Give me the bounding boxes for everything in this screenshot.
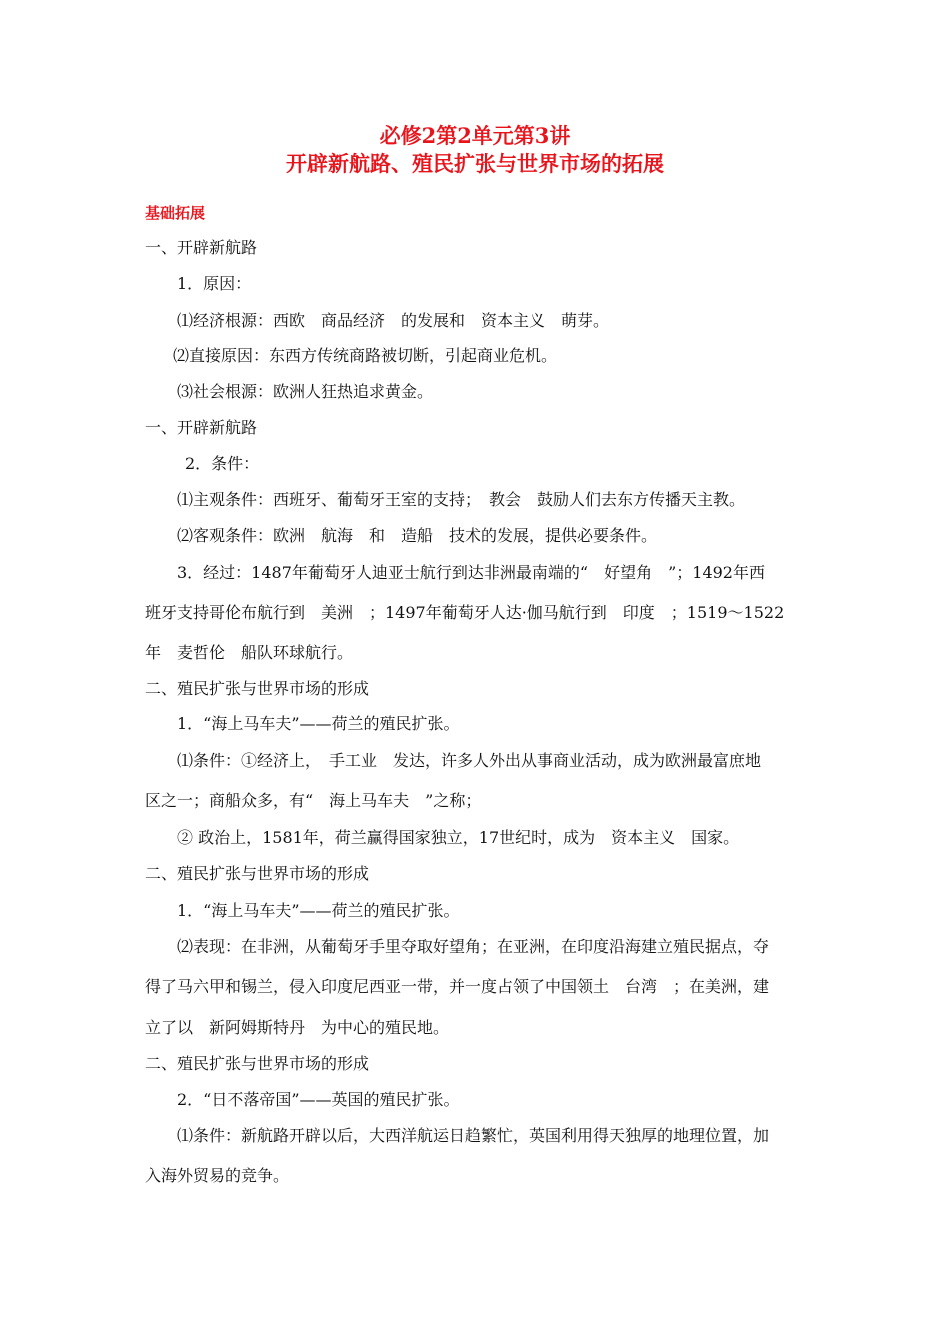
text-line: ⑴经济根源：西欧 商品经济 的发展和 资本主义 萌芽。 xyxy=(177,311,610,330)
text-line: ⑴条件：①经济上， 手工业 发达，许多人外出从事商业活动，成为欧洲最富庶地 xyxy=(177,751,762,770)
text-line: 立了以 新阿姆斯特丹 为中心的殖民地。 xyxy=(145,1018,450,1037)
text-line: ⑵直接原因：东西方传统商路被切断，引起商业危机。 xyxy=(173,346,558,365)
text-line: ② 政治上，1581年，荷兰赢得国家独立，17世纪时，成为 资本主义 国家。 xyxy=(177,828,740,847)
heading-line: 一、开辟新航路 xyxy=(145,418,258,437)
text-line: 3．经过：1487年葡萄牙人迪亚士航行到达非洲最南端的“ 好望角 ”；1492年西 xyxy=(177,563,765,582)
document-title-line-1: 必修2第2单元第3讲 xyxy=(379,123,571,148)
text-line: ⑵表现：在非洲，从葡萄牙手里夺取好望角；在亚洲，在印度沿海建立殖民据点，夺 xyxy=(177,937,770,956)
text-line: 1．“海上马车夫”——荷兰的殖民扩张。 xyxy=(177,714,460,733)
heading-line: 二、殖民扩张与世界市场的形成 xyxy=(145,679,370,698)
text-line: 1．原因： xyxy=(177,274,252,293)
text-line: 年 麦哲伦 船队环球航行。 xyxy=(145,643,354,662)
document-title-line-2: 开辟新航路、殖民扩张与世界市场的拓展 xyxy=(286,151,664,176)
heading-line: 一、开辟新航路 xyxy=(145,238,258,257)
heading-line: 二、殖民扩张与世界市场的形成 xyxy=(145,1054,370,1073)
text-line: ⑴主观条件：西班牙、葡萄牙王室的支持； 教会 鼓励人们去东方传播天主教。 xyxy=(177,490,746,509)
text-line: 入海外贸易的竞争。 xyxy=(145,1166,290,1185)
text-line: ⑵客观条件：欧洲 航海 和 造船 技术的发展，提供必要条件。 xyxy=(177,526,658,545)
text-line: 得了马六甲和锡兰，侵入印度尼西亚一带，并一度占领了中国领土 台湾 ；在美洲，建 xyxy=(145,977,770,996)
text-line: ⑶社会根源：欧洲人狂热追求黄金。 xyxy=(177,382,434,401)
text-line: ⑴条件：新航路开辟以后，大西洋航运日趋繁忙，英国利用得天独厚的地理位置，加 xyxy=(177,1126,770,1145)
text-line: 1．“海上马车夫”——荷兰的殖民扩张。 xyxy=(177,901,460,920)
text-line: 班牙支持哥伦布航行到 美洲 ；1497年葡萄牙人达·伽马航行到 印度 ；1519～1522 xyxy=(145,603,785,622)
text-line: 2．条件： xyxy=(185,454,260,473)
section-heading: 基础拓展 xyxy=(145,204,206,222)
text-line: 区之一；商船众多，有“ 海上马车夫 ”之称； xyxy=(145,791,482,810)
text-line: 2．“日不落帝国”——英国的殖民扩张。 xyxy=(177,1090,460,1109)
heading-line: 二、殖民扩张与世界市场的形成 xyxy=(145,864,370,883)
